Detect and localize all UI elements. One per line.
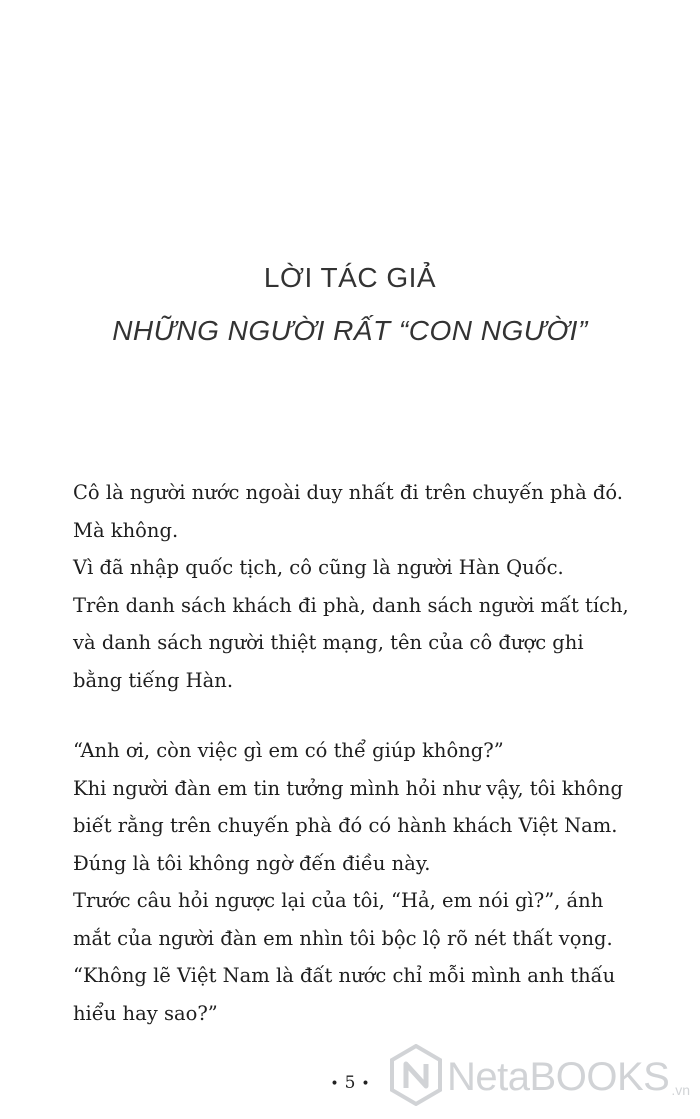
watermark-suffix: .vn	[671, 1082, 690, 1098]
chapter-title: LỜI TÁC GIẢ	[263, 262, 437, 293]
bullet-left: •	[330, 1076, 339, 1092]
text-line: biết rằng trên chuyến phà đó có hành khách Việt Nam.	[73, 814, 618, 837]
text-line: Vì đã nhập quốc tịch, cô cũng là người Hàn Quốc.	[73, 556, 564, 579]
watermark	[389, 1040, 690, 1114]
text-line: Trên danh sách khách đi phà, danh sách người mất tích,	[73, 593, 629, 617]
text-line: Mà không.	[73, 518, 179, 542]
text-line: mắt của người đàn em nhìn tôi bộc lộ rõ nét thất vọng.	[73, 926, 613, 950]
text-line: bằng tiếng Hàn.	[73, 668, 234, 692]
bullet-right: •	[361, 1076, 370, 1092]
text-line: Đúng là tôi không ngờ đến điều này.	[73, 851, 431, 875]
text-line: hiểu hay sao?”	[73, 1001, 218, 1025]
netabooks-logo-icon	[389, 1044, 443, 1111]
watermark-text: NetaBOOKS	[447, 1054, 670, 1099]
text-line: Khi người đàn em tin tưởng mình hỏi như vậy, tôi không	[73, 776, 623, 800]
text-line: Trước câu hỏi ngược lại của tôi, “Hả, em nói gì?”, ánh	[73, 889, 604, 912]
paragraph-block-2	[73, 732, 633, 1032]
text-line: Cô là người nước ngoài duy nhất đi trên chuyến phà đó.	[73, 481, 623, 504]
text-line: “Anh ơi, còn việc gì em có thể giúp không?”	[73, 739, 504, 762]
text-line: và danh sách người thiệt mạng, tên của cô được ghi	[73, 631, 584, 654]
paragraph-block-1	[73, 474, 633, 699]
text-line: “Không lẽ Việt Nam là đất nước chỉ mỗi mình anh thấu	[73, 964, 616, 987]
chapter-subtitle: NHỮNG NGƯỜI RẤT “CON NGƯỜI”	[112, 315, 588, 346]
page-number-value: 5	[344, 1073, 356, 1093]
